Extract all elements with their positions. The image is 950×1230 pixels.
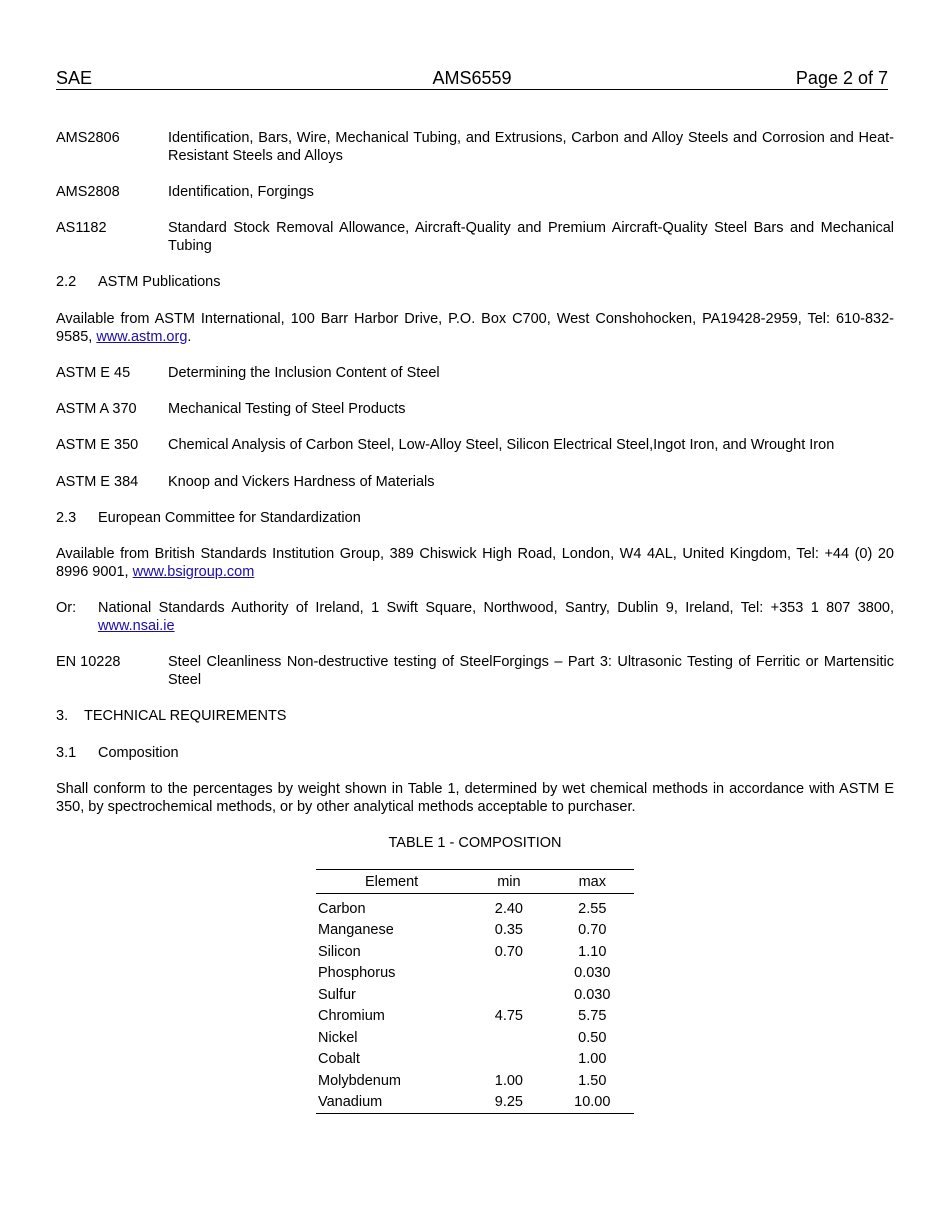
cell-element: Molybdenum: [318, 1072, 402, 1089]
table-row: [316, 963, 634, 985]
section-label: ASTM Publications: [98, 274, 221, 290]
cell-min: [467, 1049, 550, 1071]
cell-max: 0.030: [574, 965, 611, 982]
nsai-text: National Standards Authority of Ireland, 1 Swift Square, Northwood, Santry, Dublin 9, Ireland, Tel: +353 1 807 3800,: [98, 600, 894, 616]
header-element: Element: [316, 870, 467, 894]
cell-element: Carbon: [318, 900, 366, 917]
reference-entry: [56, 436, 894, 454]
section-number: 3.1: [56, 745, 77, 761]
composition-paragraph: Shall conform to the percentages by weight shown in Table 1, determined by wet chemical methods in accordance with ASTM E 350, by spectrochemical methods, or by other analytical methods acceptable to purchaser.: [56, 781, 894, 815]
cell-min: 0.70: [494, 943, 523, 960]
reference-entry: [56, 364, 894, 382]
cell-max: 0.50: [578, 1029, 607, 1046]
cell-max: 0.030: [574, 986, 611, 1003]
reference-code: ASTM E 384: [56, 474, 139, 490]
reference-code: AMS2806: [56, 130, 120, 146]
astm-link[interactable]: www.astm.org: [96, 329, 188, 345]
reference-title: Mechanical Testing of Steel Products: [168, 401, 406, 417]
cell-max: 1.10: [578, 943, 607, 960]
bsi-availability-text: Available from British Standards Institution Group, 389 Chiswick High Road, London, W4 4AL, United Kingdom, Tel: +44 (0) 20 8996 9001,: [56, 546, 894, 580]
cell-min: [467, 1027, 550, 1049]
cell-min: [467, 963, 550, 985]
cell-min: 9.25: [467, 1092, 550, 1114]
section-heading-3-1: [56, 744, 179, 762]
nsai-availability: [56, 599, 894, 635]
cell-max: 5.75: [578, 1008, 607, 1025]
section-heading-2-3: [56, 509, 361, 527]
reference-title: Identification, Bars, Wire, Mechanical Tubing, and Extrusions, Carbon and Alloy Steels and Corrosion and Heat-Resistant Steels and Alloys: [168, 130, 894, 164]
composition-table: [316, 869, 634, 1114]
cell-element: Chromium: [318, 1008, 385, 1025]
or-label: Or:: [56, 600, 77, 616]
reference-code: ASTM A 370: [56, 401, 137, 417]
header-page-number: Page 2 of 7: [795, 68, 888, 88]
section-label: Composition: [98, 745, 179, 761]
reference-code: EN 10228: [56, 654, 121, 670]
cell-element: Silicon: [318, 943, 361, 960]
cell-element: Sulfur: [318, 986, 356, 1003]
reference-entry: [56, 219, 894, 255]
table-row: [316, 920, 634, 942]
reference-title: Knoop and Vickers Hardness of Materials: [168, 474, 435, 490]
reference-code: ASTM E 350: [56, 437, 139, 453]
table-row: [316, 898, 634, 920]
bsi-availability: [56, 545, 894, 581]
table-row: [316, 984, 634, 1006]
page-header: [56, 67, 888, 90]
reference-title: Standard Stock Removal Allowance, Aircraft-Quality and Premium Aircraft-Quality Steel Bars and Mechanical Tubing: [168, 220, 894, 254]
reference-entry: [56, 653, 894, 689]
header-doc-number: AMS6559: [432, 68, 512, 88]
cell-max: 0.70: [578, 922, 607, 939]
cell-element: Vanadium: [316, 1092, 467, 1114]
section-number: 3.: [56, 708, 69, 724]
section-label: TECHNICAL REQUIREMENTS: [84, 708, 287, 724]
cell-max: 1.50: [578, 1072, 607, 1089]
header-org: SAE: [56, 68, 93, 88]
cell-max: 1.00: [578, 1051, 607, 1068]
reference-title: Identification, Forgings: [168, 184, 314, 200]
cell-element: Manganese: [318, 922, 394, 939]
reference-title: Steel Cleanliness Non-destructive testing of SteelForgings – Part 3: Ultrasonic Testing of Ferritic or Martensitic Steel: [168, 654, 894, 688]
cell-element: Phosphorus: [318, 965, 396, 982]
reference-entry: [56, 400, 894, 418]
table-row: [316, 1070, 634, 1092]
reference-title: Determining the Inclusion Content of Steel: [168, 365, 440, 381]
cell-element: Cobalt: [318, 1051, 360, 1068]
reference-title: Chemical Analysis of Carbon Steel, Low-Alloy Steel, Silicon Electrical Steel,Ingot Iron, and Wrought Iron: [168, 437, 835, 453]
section-number: 2.3: [56, 510, 77, 526]
table-header-row: [316, 870, 634, 894]
cell-min: 0.35: [494, 922, 523, 939]
reference-code: ASTM E 45: [56, 365, 131, 381]
cell-max: 2.55: [578, 900, 607, 917]
table-row: [316, 1027, 634, 1049]
cell-max: 10.00: [551, 1092, 634, 1114]
cell-min: 4.75: [494, 1008, 523, 1025]
reference-code: AS1182: [56, 220, 107, 236]
reference-entry: [56, 473, 894, 491]
table-row: [316, 1006, 634, 1028]
astm-availability-text: Available from ASTM International, 100 Barr Harbor Drive, P.O. Box C700, West Conshohocken, PA19428-2959, Tel: 610-832-9585,: [56, 311, 894, 345]
nsai-text-block: [98, 599, 894, 635]
table-row: [316, 1049, 634, 1071]
header-max: max: [551, 870, 634, 894]
reference-entry: [56, 183, 894, 201]
header-min: min: [467, 870, 550, 894]
table-title: TABLE 1 - COMPOSITION: [388, 835, 562, 851]
section-label: European Committee for Standardization: [98, 510, 361, 526]
reference-entry: [56, 129, 894, 165]
section-number: 2.2: [56, 274, 77, 290]
table-row: [316, 941, 634, 963]
cell-min: [467, 984, 550, 1006]
cell-element: Nickel: [318, 1029, 358, 1046]
section-heading-3: [56, 707, 286, 725]
cell-min: 2.40: [494, 900, 523, 917]
cell-min: 1.00: [494, 1072, 523, 1089]
astm-availability-tail: .: [187, 329, 192, 345]
section-heading-2-2: [56, 273, 221, 291]
astm-availability: [56, 310, 894, 346]
nsai-link[interactable]: www.nsai.ie: [98, 618, 175, 634]
reference-code: AMS2808: [56, 184, 120, 200]
bsi-link[interactable]: www.bsigroup.com: [132, 564, 255, 580]
table-row: [316, 1092, 634, 1114]
